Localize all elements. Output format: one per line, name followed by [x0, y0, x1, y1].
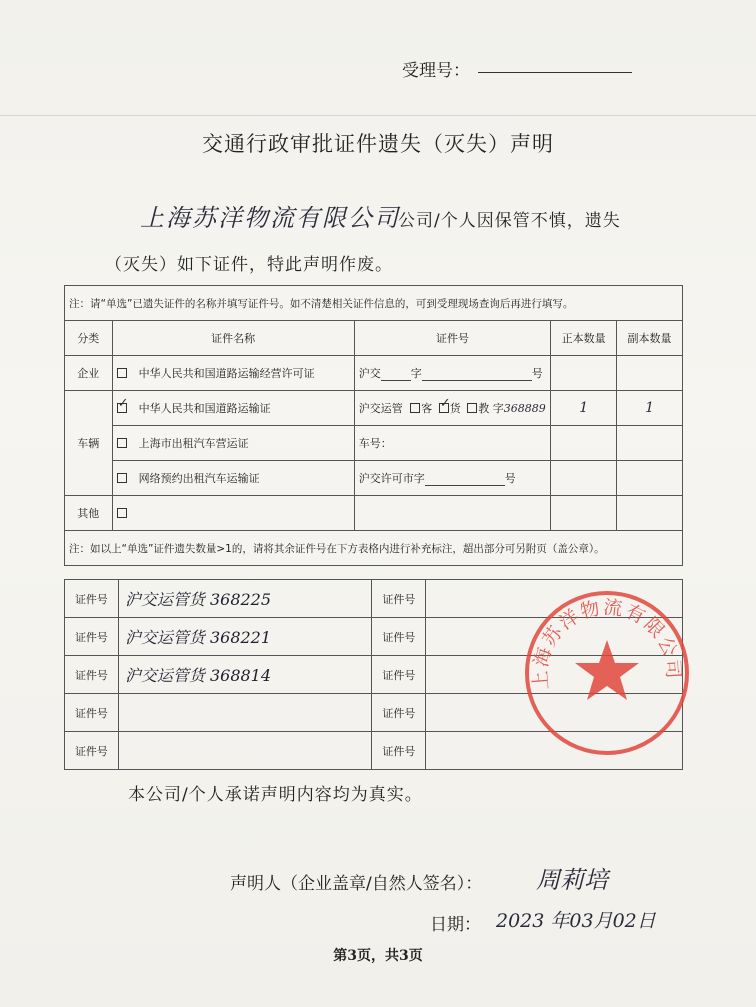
date-value: 2023 年03月02日 — [496, 910, 656, 932]
header-number: 证件号 — [354, 321, 551, 356]
cert-value-left — [118, 732, 372, 770]
receipt-number-label: 受理号： — [402, 61, 470, 81]
row-road-transport-name: ✓中华人民共和国道路运输证 — [112, 391, 354, 426]
original-count-road: 1 — [551, 391, 617, 426]
receipt-number-blank — [478, 72, 632, 73]
row-other-number — [354, 496, 551, 531]
cert-value-left — [118, 694, 372, 732]
row-road-transport-number: 沪交运管 客 ✓ 货 教 字368889 — [354, 391, 551, 426]
cert-label: 证件号 — [65, 618, 119, 656]
original-count-online — [551, 461, 617, 496]
header-name: 证件名称 — [112, 321, 354, 356]
row-enterprise-name: 中华人民共和国道路运输经营许可证 — [112, 356, 354, 391]
cert-value-left: 沪交运管货 368814 — [118, 656, 372, 694]
page-title: 交通行政审批证件遗失（灭失）声明 — [202, 132, 554, 156]
header-category: 分类 — [65, 321, 113, 356]
cert-label: 证件号 — [372, 580, 426, 618]
category-vehicle: 车辆 — [65, 391, 113, 496]
original-count-taxi — [551, 426, 617, 461]
row-online-name: 网络预约出租汽车运输证 — [112, 461, 354, 496]
copy-count-enterprise — [617, 356, 683, 391]
header-copy-count: 副本数量 — [617, 321, 683, 356]
cert-value-left: 沪交运管货 368225 — [118, 580, 372, 618]
header-original-count: 正本数量 — [551, 321, 617, 356]
cert-label: 证件号 — [65, 580, 119, 618]
cert-label: 证件号 — [65, 656, 119, 694]
row-taxi-name: 上海市出租汽车营运证 — [112, 426, 354, 461]
checkbox-road-transport[interactable] — [117, 403, 127, 413]
checkbox-taxi[interactable] — [117, 438, 127, 448]
checkbox-other[interactable] — [117, 508, 127, 518]
lost-certificate-table — [64, 285, 683, 566]
category-enterprise: 企业 — [65, 356, 113, 391]
signature: 周莉培 — [536, 866, 608, 894]
original-count-other — [551, 496, 617, 531]
seal-text: 上海苏洋物流有限公司 — [529, 596, 685, 691]
checkbox-training[interactable] — [467, 403, 477, 413]
row-online-number: 沪交许可市字 号 — [354, 461, 551, 496]
cert-label: 证件号 — [65, 694, 119, 732]
row-taxi-number: 车号： — [354, 426, 551, 461]
row-enterprise-number: 沪交 字 号 — [354, 356, 551, 391]
cert-label: 证件号 — [372, 656, 426, 694]
declarant-label: 声明人（企业盖章/自然人签名）： — [230, 874, 483, 894]
seal-star-icon — [575, 640, 639, 700]
date-label: 日期： — [430, 915, 481, 935]
checkbox-passenger[interactable] — [410, 403, 420, 413]
fold-line — [0, 115, 756, 116]
copy-count-online — [617, 461, 683, 496]
checkbox-online-car[interactable] — [117, 473, 127, 483]
copy-count-taxi — [617, 426, 683, 461]
copy-count-other — [617, 496, 683, 531]
cert-label: 证件号 — [372, 694, 426, 732]
cert-value-left: 沪交运管货 368221 — [118, 618, 372, 656]
copy-count-road: 1 — [617, 391, 683, 426]
table-note-bottom: 注：如以上“单选”证件遗失数量>1的，请将其余证件号在下方表格内进行补充标注，超出部分可另附页（盖公章）。 — [65, 531, 683, 566]
table-note-top: 注：请“单选”已遗失证件的名称并填写证件号。如不清楚相关证件信息的，可到受理现场查询后再进行填写。 — [65, 286, 683, 321]
company-seal — [522, 588, 692, 758]
original-count-enterprise — [551, 356, 617, 391]
checkbox-enterprise-license[interactable] — [117, 368, 127, 378]
checkbox-freight[interactable] — [439, 403, 449, 413]
cert-label: 证件号 — [372, 618, 426, 656]
cert-label: 证件号 — [65, 732, 119, 770]
statement-line-1: 公司/个人因保管不慎，遗失 — [398, 211, 621, 231]
category-other: 其他 — [65, 496, 113, 531]
statement-line-2: （灭失）如下证件，特此声明作废。 — [105, 255, 393, 275]
cert-label: 证件号 — [372, 732, 426, 770]
row-other-name — [112, 496, 354, 531]
company-name-handwritten: 上海苏洋物流有限公司 — [140, 204, 400, 232]
page-number: 第3页，共3页 — [333, 948, 423, 964]
promise-text: 本公司/个人承诺声明内容均为真实。 — [128, 785, 423, 805]
